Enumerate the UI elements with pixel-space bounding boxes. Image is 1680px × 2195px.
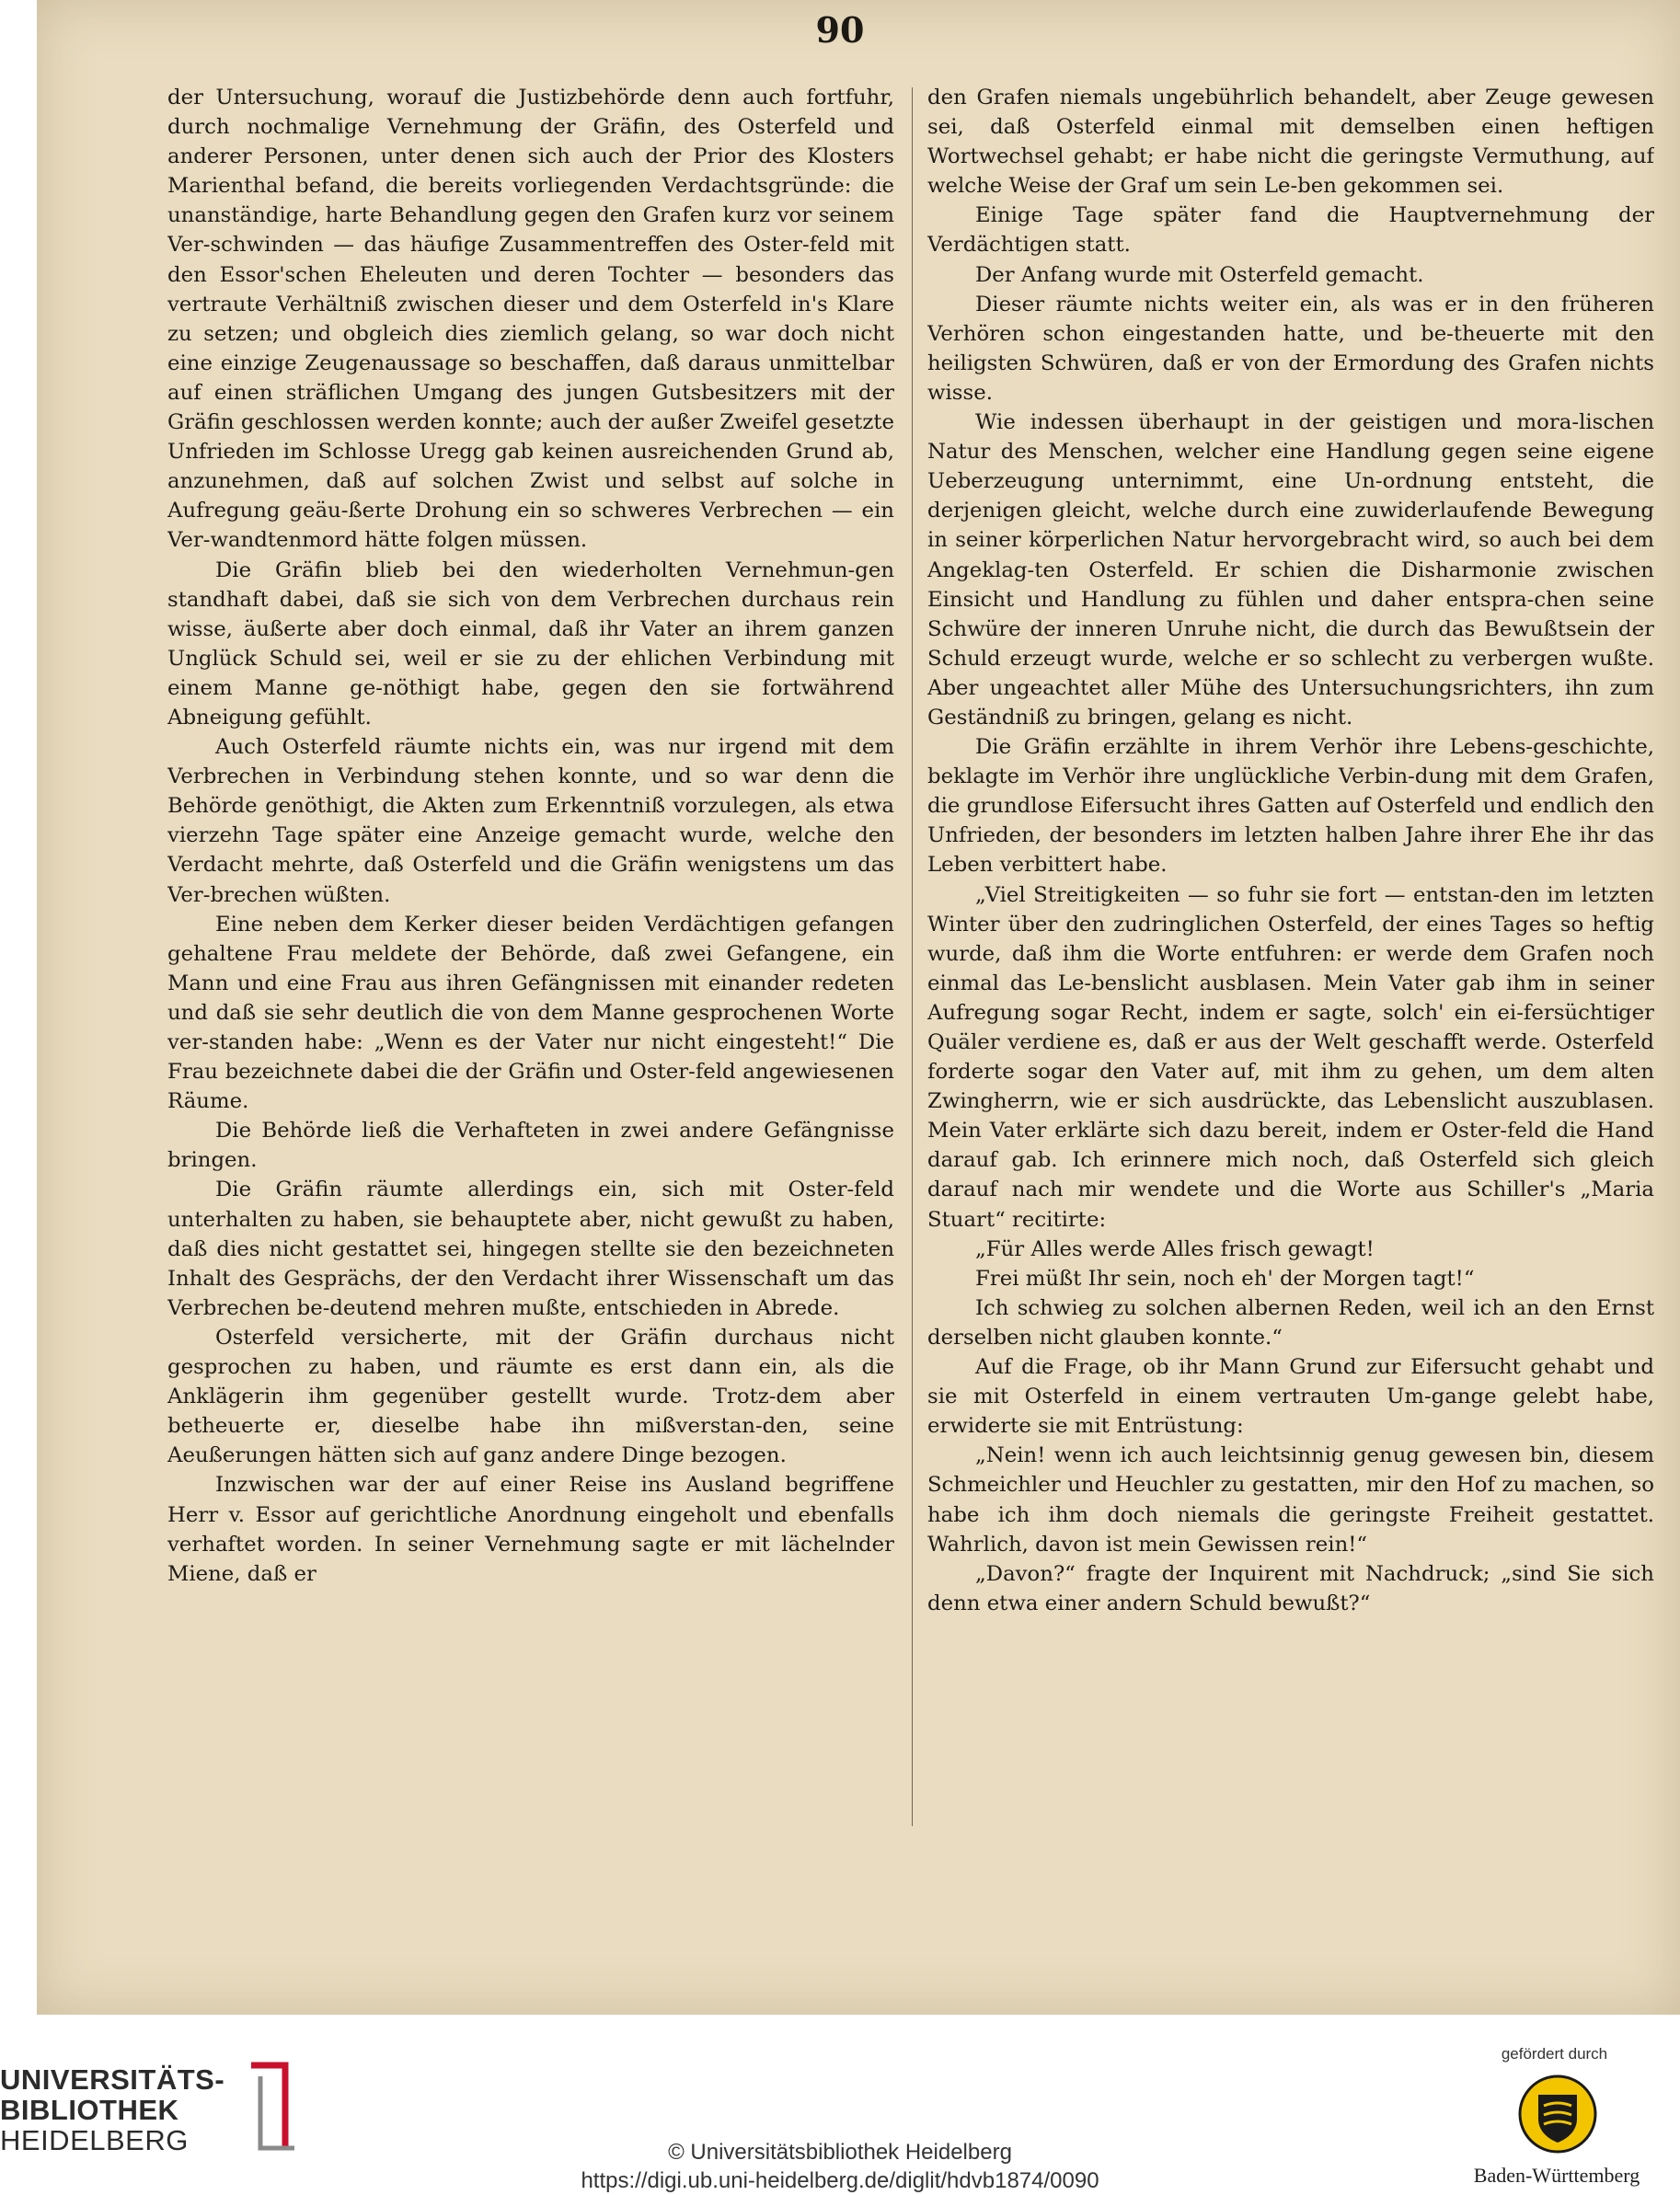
paragraph: Wie indessen überhaupt in der geistigen und mora-lischen Natur des Menschen, welcher eine Handlung gegen seine eigene Ueberzeugung unternimmt, eine Un-ordnung entsteht, die derjenigen gleicht, welche durch eine zuwiderlaufende Bewegung in seiner körperlichen Natur hervorgebracht wird, so auch bei dem Angeklag-ten Osterfeld. Er schien die Disharmonie zwischen Einsicht und Handlung zu fühlen und daher entspra-chen seine Schwüre der inneren Unruhe nicht, die durch das Bewußtsein der Schuld erzeugt wurde, welche er so schlecht zu verbergen wußte. Aber ungeachtet aller Mühe des Untersuchungsrichters, ihn zum Geständniß zu bringen, gelang es nicht. <box>927 410 1654 730</box>
verse-line: Frei müßt Ihr sein, noch eh' der Morgen tagt!“ <box>975 1266 1475 1291</box>
paragraph: Osterfeld versicherte, mit der Gräfin durchaus nicht gesprochen zu haben, und räumte es erst dann ein, als die Anklägerin ihm gegenüber gestellt wurde. Trotz-dem aber betheuerte er, dieselbe habe ihn mißverstan-den, seine Aeußerungen hätten sich auf ganz andere Dinge bezogen. <box>167 1325 894 1468</box>
paragraph: „Viel Streitigkeiten — so fuhr sie fort — entstan-den im letzten Winter über den zudringlichen Osterfeld, der eines Tages so heftig wurde, daß ihm die Worte entfuhren: er werde dem Grafen noch einmal das Le-benslicht ausblasen. Mein Vater gab ihm in seiner Aufregung sogar Recht, indem er sagte, solch' ein ei-fersüchtiger Quäler verdiene es, daß er aus der Welt geschafft werde. Osterfeld forderte sogar den Vater auf, mit ihm zu gehen, um dem alten Zwingherrn, wie er sich ausdrückte, das Lebenslicht auszublasen. Mein Vater erklärte sich dazu bereit, indem er Oster-feld die Hand darauf gab. Ich erinnere mich noch, daß Osterfeld sich gleich darauf nach mir wendete und die Worte aus Schiller's „Maria Stuart“ recitirte: <box>927 882 1654 1232</box>
paragraph: Dieser räumte nichts weiter ein, als was er in den früheren Verhören schon eingestanden hatte, und be-theuerte mit den heiligsten Schwüren, daß er von der Ermordung des Grafen nichts wisse. <box>927 292 1654 405</box>
verse-line: „Für Alles werde Alles frisch gewagt! <box>975 1236 1375 1261</box>
document-url-link[interactable]: https://digi.ub.uni-heidelberg.de/diglit/hdvb1874/0090 <box>581 2168 1099 2193</box>
library-logo-line-1: UNIVERSITÄTS- <box>0 2063 225 2096</box>
paragraph: den Grafen niemals ungebührlich behandelt, aber Zeuge gewesen sei, daß Osterfeld einmal mit demselben einen heftigen Wortwechsel gehabt; er habe nicht die geringste Vermuthung, auf welche Weise der Graf um sein Le-ben gekommen sei. <box>927 86 1654 199</box>
paragraph: Die Gräfin erzählte in ihrem Verhör ihre Lebens-geschichte, beklagte im Verhör ihre unglückliche Verbin-dung mit dem Grafen, die grundlose Eifersucht ihres Gatten auf Osterfeld und endlich den Unfrieden, der besonders im letzten halben Jahre ihrer Ehe ihr das Leben verbittert habe. <box>927 735 1654 878</box>
library-logo-line-3: HEIDELBERG <box>0 2123 189 2156</box>
paragraph: Inzwischen war der auf einer Reise ins Ausland begriffene Herr v. Essor auf gerichtliche Anordnung eingeholt und ebenfalls verhaftet worden. In seiner Vernehmung sagte er mit lächelnder Miene, daß er <box>167 1473 894 1586</box>
library-logo-line-2: BIBLIOTHEK <box>0 2093 179 2126</box>
paragraph: der Untersuchung, worauf die Justizbehörde denn auch fortfuhr, durch nochmalige Vernehmung der Gräfin, des Osterfeld und anderer Personen, unter denen sich auch der Prior des Klosters Marienthal befand, die bereits vorliegenden Verdachtsgründe: die unanständige, harte Behandlung gegen den Grafen kurz vor seinem Ver-schwinden — das häufige Zusammentreffen des Oster-feld mit den Essor'schen Eheleuten und deren Tochter — besonders das vertraute Verhältniß zwischen dieser und dem Osterfeld in's Klare zu setzen; und obgleich dies ziemlich gelang, so war doch nicht eine einzige Zeugenaussage so beschaffen, daß daraus unmittelbar auf einen sträflichen Umgang des jungen Gutsbesitzers mit der Gräfin geschlossen werden konnte; auch der außer Zweifel gesetzte Unfrieden im Schlosse Uregg gab keinen ausreichenden Grund ab, anzunehmen, daß auf solchen Zwist und selbst auf solche in Aufregung geäu-ßerte Drohung ein so schweres Verbrechen — ein Ver-wandtenmord hätte folgen müssen. <box>167 86 894 553</box>
paragraph: Auf die Frage, ob ihr Mann Grund zur Eifersucht gehabt und sie mit Osterfeld in einem vertrauten Um-gange gelebt habe, erwiderte sie mit Entrüstung: <box>927 1355 1654 1439</box>
paragraph: Der Anfang wurde mit Osterfeld gemacht. <box>975 262 1424 287</box>
column-divider <box>912 87 913 1826</box>
paragraph: „Nein! wenn ich auch leichtsinnig genug gewesen bin, diesem Schmeichler und Heuchler zu gestatten, mir den Hof zu machen, so habe ich ihm doch niemals die geringste Freiheit gestattet. Wahrlich, davon ist mein Gewissen rein!“ <box>927 1443 1654 1557</box>
paragraph: Die Gräfin räumte allerdings ein, sich mit Oster-feld unterhalten zu haben, sie behauptete aber, nicht gewußt zu haben, daß dies nicht gestattet sei, hingegen stellte sie den bezeichneten Inhalt des Gesprächs, der den Verdacht ihrer Wissenschaft um das Verbrechen be-deutend mehren mußte, entschieden in Abrede. <box>167 1178 894 1320</box>
baden-wuerttemberg-emblem-icon <box>1518 2074 1597 2154</box>
paragraph: Einige Tage später fand die Hauptvernehmung der Verdächtigen statt. <box>927 203 1654 258</box>
paragraph: Ich schwieg zu solchen albernen Reden, weil ich an den Ernst derselben nicht glauben konnte.“ <box>927 1295 1654 1350</box>
paragraph: Die Gräfin blieb bei den wiederholten Vernehmun-gen standhaft dabei, daß sie sich von dem Verbrechen durchaus rein wisse, äußerte aber doch einmal, daß ihr Vater an ihrem ganzen Unglück Schuld sei, weil er sie zu der ehlichen Verbindung mit einem Manne ge-nöthigt habe, gegen den sie fortwährend Abneigung gefühlt. <box>167 557 894 730</box>
copyright-notice: © Universitätsbibliothek Heidelberg <box>668 2140 1012 2165</box>
paragraph: Auch Osterfeld räumte nichts ein, was nur irgend mit dem Verbrechen in Verbindung stehen konnte, und so war denn die Behörde genöthigt, die Akten zum Erkenntniß vorzulegen, als etwa vierzehn Tage später eine Anzeige gemacht wurde, welche den Verdacht mehrte, daß Osterfeld und die Gräfin wenigstens um das Ver-brechen wüßten. <box>167 735 894 907</box>
right-text-column <box>927 83 1654 1969</box>
paragraph: Eine neben dem Kerker dieser beiden Verdächtigen gefangen gehaltene Frau meldete der Behörde, daß zwei Gefangene, ein Mann und eine Frau aus ihren Gefängnissen mit einander redeten und daß sie sehr deutlich die von dem Manne gesprochenen Worte ver-standen habe: „Wenn es der Vater nur nicht eingesteht!“ Die Frau bezeichnete dabei die der Gräfin und Oster-feld angewiesenen Räume. <box>167 912 894 1114</box>
page-number: 90 <box>815 9 865 51</box>
paragraph: „Davon?“ fragte der Inquirent mit Nachdruck; „sind Sie sich denn etwa einer andern Schuld bewußt?“ <box>927 1561 1654 1615</box>
sponsor-label: gefördert durch <box>1501 2045 1608 2063</box>
paragraph: Die Behörde ließ die Verhafteten in zwei andere Gefängnisse bringen. <box>167 1119 894 1173</box>
left-text-column <box>167 83 894 1969</box>
sponsor-name: Baden-Württemberg <box>1473 2164 1640 2187</box>
